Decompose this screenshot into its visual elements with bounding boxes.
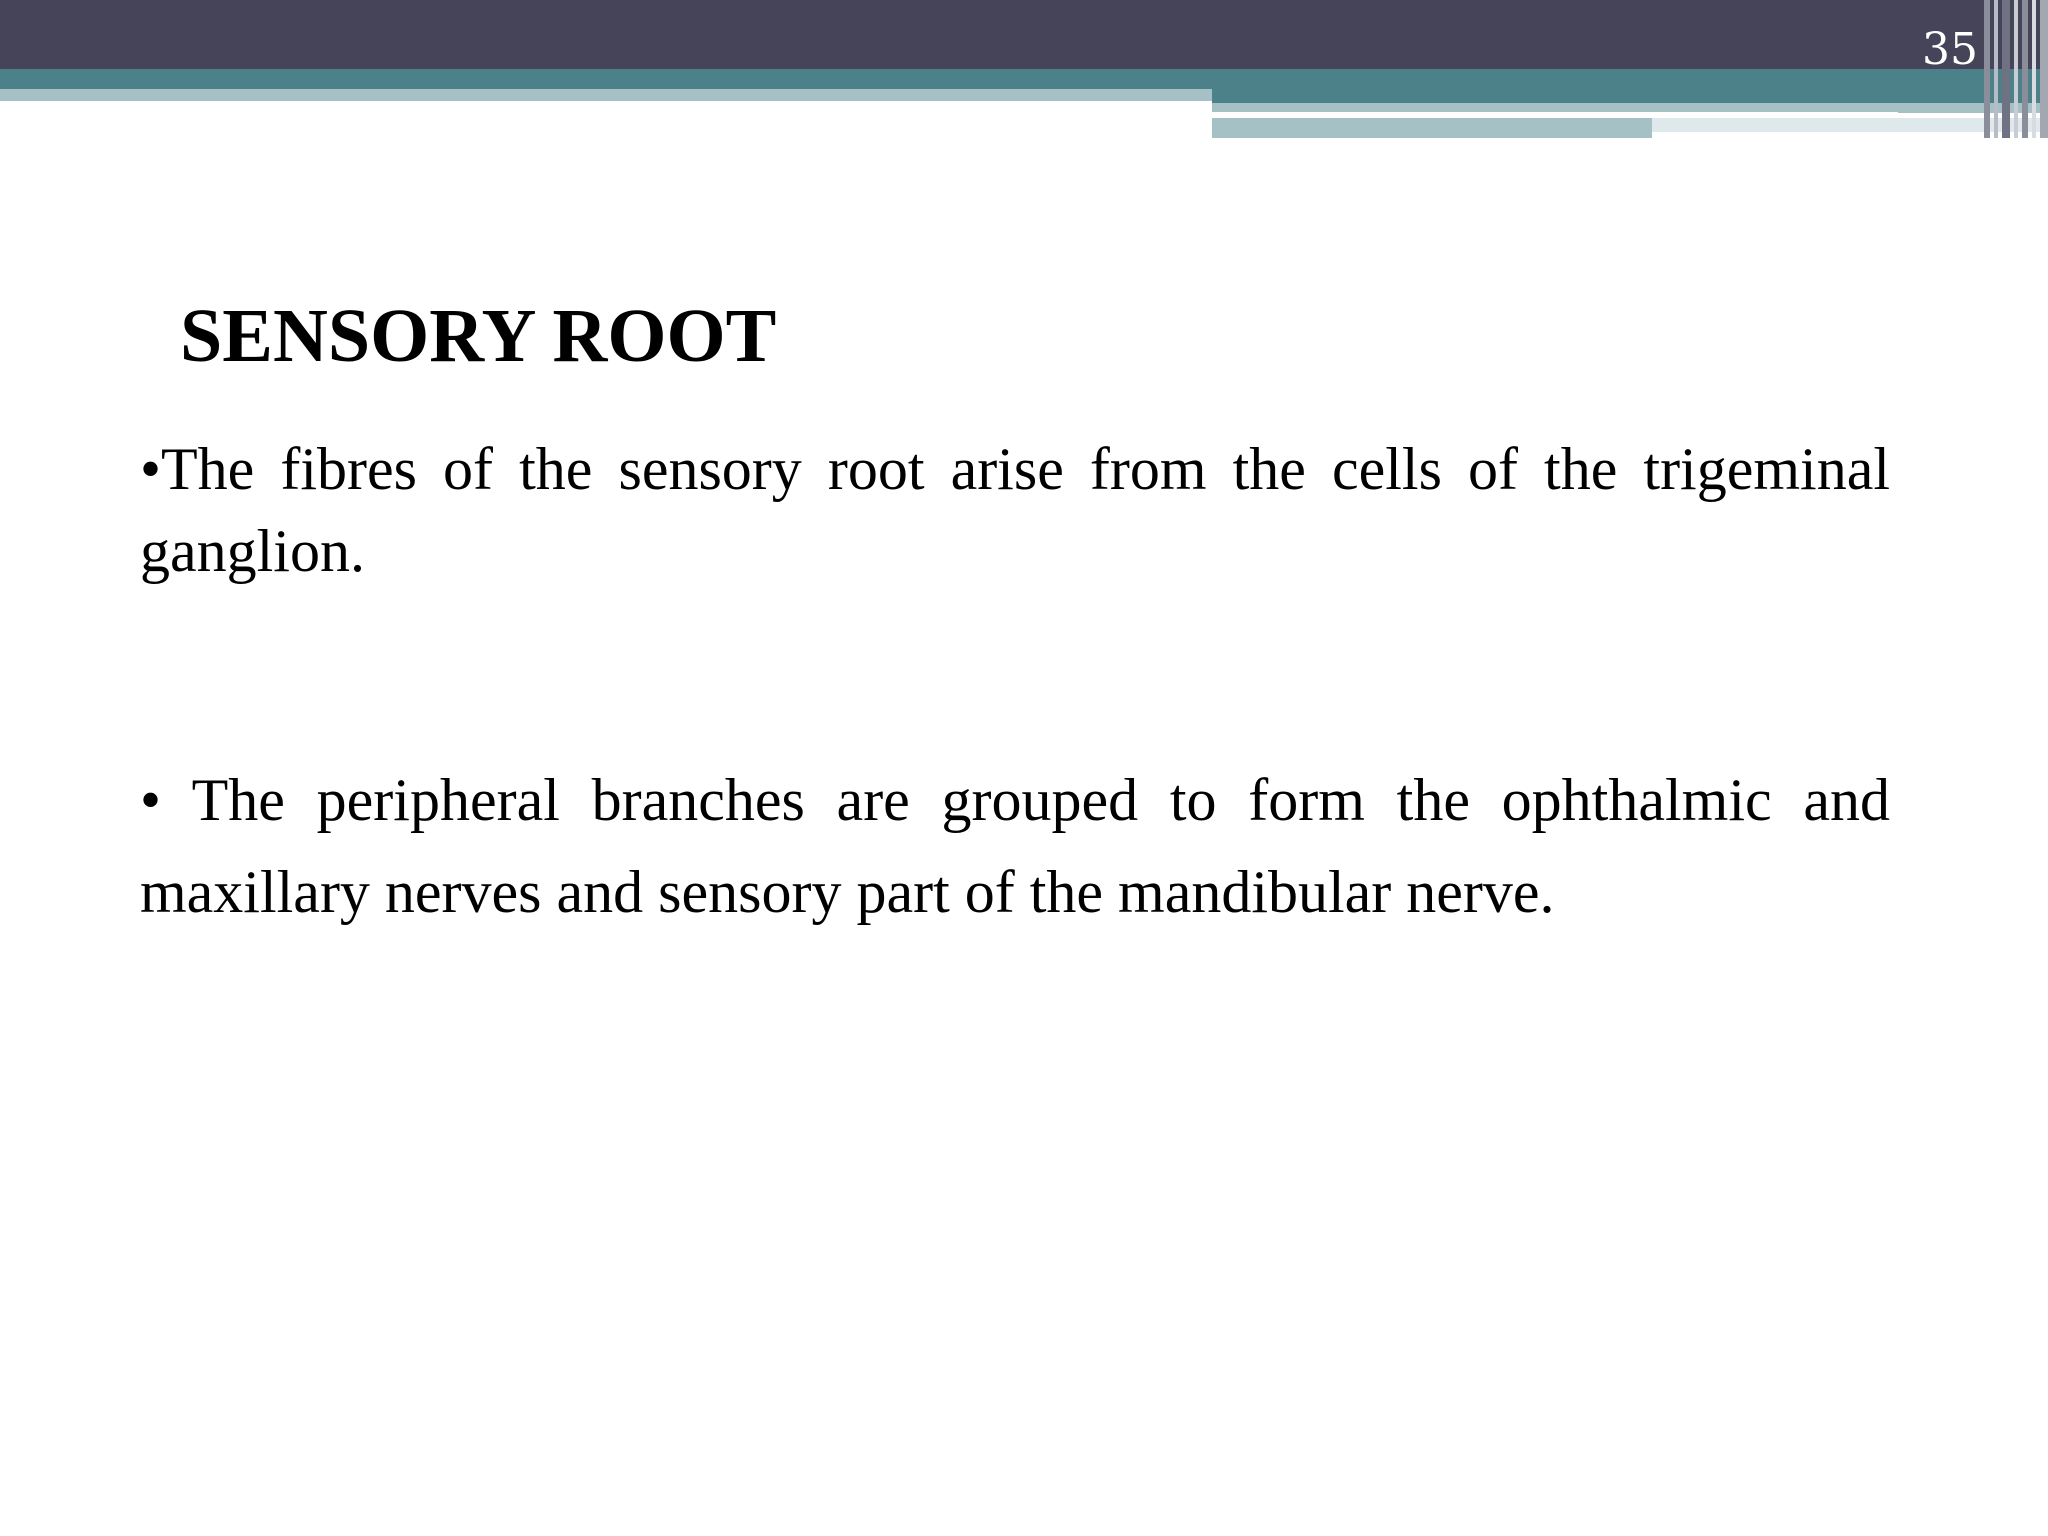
slide-title: SENSORY ROOT bbox=[180, 294, 777, 378]
bullet-item-fibres bbox=[140, 428, 1890, 592]
bullet-item-peripheral-branches bbox=[140, 754, 1890, 938]
header-band-light-right-lower bbox=[1212, 118, 1652, 138]
header-band-dark bbox=[0, 0, 2048, 69]
header-band-light-left bbox=[0, 89, 1212, 101]
page-number: 35 bbox=[1922, 24, 1978, 75]
bullet-marker: • bbox=[140, 767, 192, 833]
header-band-teal-left bbox=[0, 69, 1212, 89]
bullet-marker: • bbox=[140, 436, 162, 502]
header-stripes bbox=[1984, 0, 2048, 138]
bullet-text: The fibres of the sensory root arise from the cells of the trigeminal ganglion. bbox=[140, 436, 1890, 584]
bullet-text: The peripheral branches are grouped to form the ophthalmic and maxillary nerves and sensory part of the mandibular nerve. bbox=[140, 767, 1890, 925]
